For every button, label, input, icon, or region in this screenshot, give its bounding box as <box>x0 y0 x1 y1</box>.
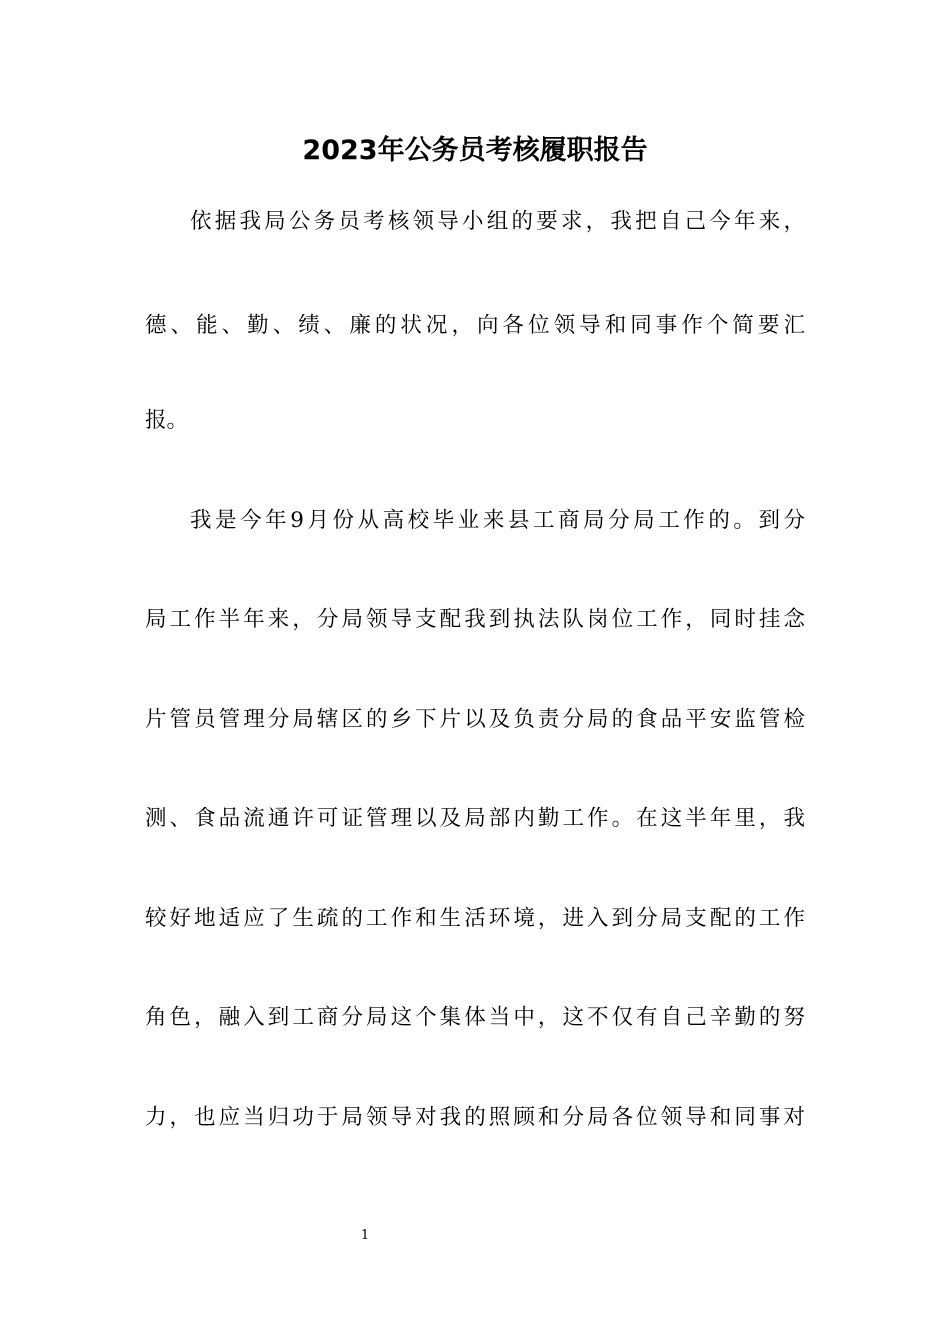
page-number: 1 <box>360 1228 370 1243</box>
paragraph-line: 局工作半年来，分局领导支配我到执法队岗位工作，同时挂念 <box>145 607 805 632</box>
paragraph-line: 力，也应当归功于局领导对我的照顾和分局各位领导和同事对 <box>145 1105 805 1130</box>
paragraph-line: 德、能、勤、绩、廉的状况，向各位领导和同事作个简要汇 <box>145 313 805 338</box>
paragraph-line: 较好地适应了生疏的工作和生活环境，进入到分局支配的工作 <box>145 906 805 931</box>
paragraph-line: 测、食品流通许可证管理以及局部内勤工作。在这半年里，我 <box>145 806 805 831</box>
paragraph-line: 角色，融入到工商分局这个集体当中，这不仅有自己辛勤的努 <box>145 1005 805 1030</box>
paragraph-line: 依据我局公务员考核领导小组的要求，我把自己今年来， <box>190 209 805 234</box>
paragraph-line: 片管员管理分局辖区的乡下片以及负责分局的食品平安监管检 <box>145 707 805 732</box>
paragraph-line: 我是今年9月份从高校毕业来县工商局分局工作的。到分 <box>190 508 805 533</box>
document-title: 2023年公务员考核履职报告 <box>302 135 648 166</box>
paragraph-line: 报。 <box>145 408 189 433</box>
